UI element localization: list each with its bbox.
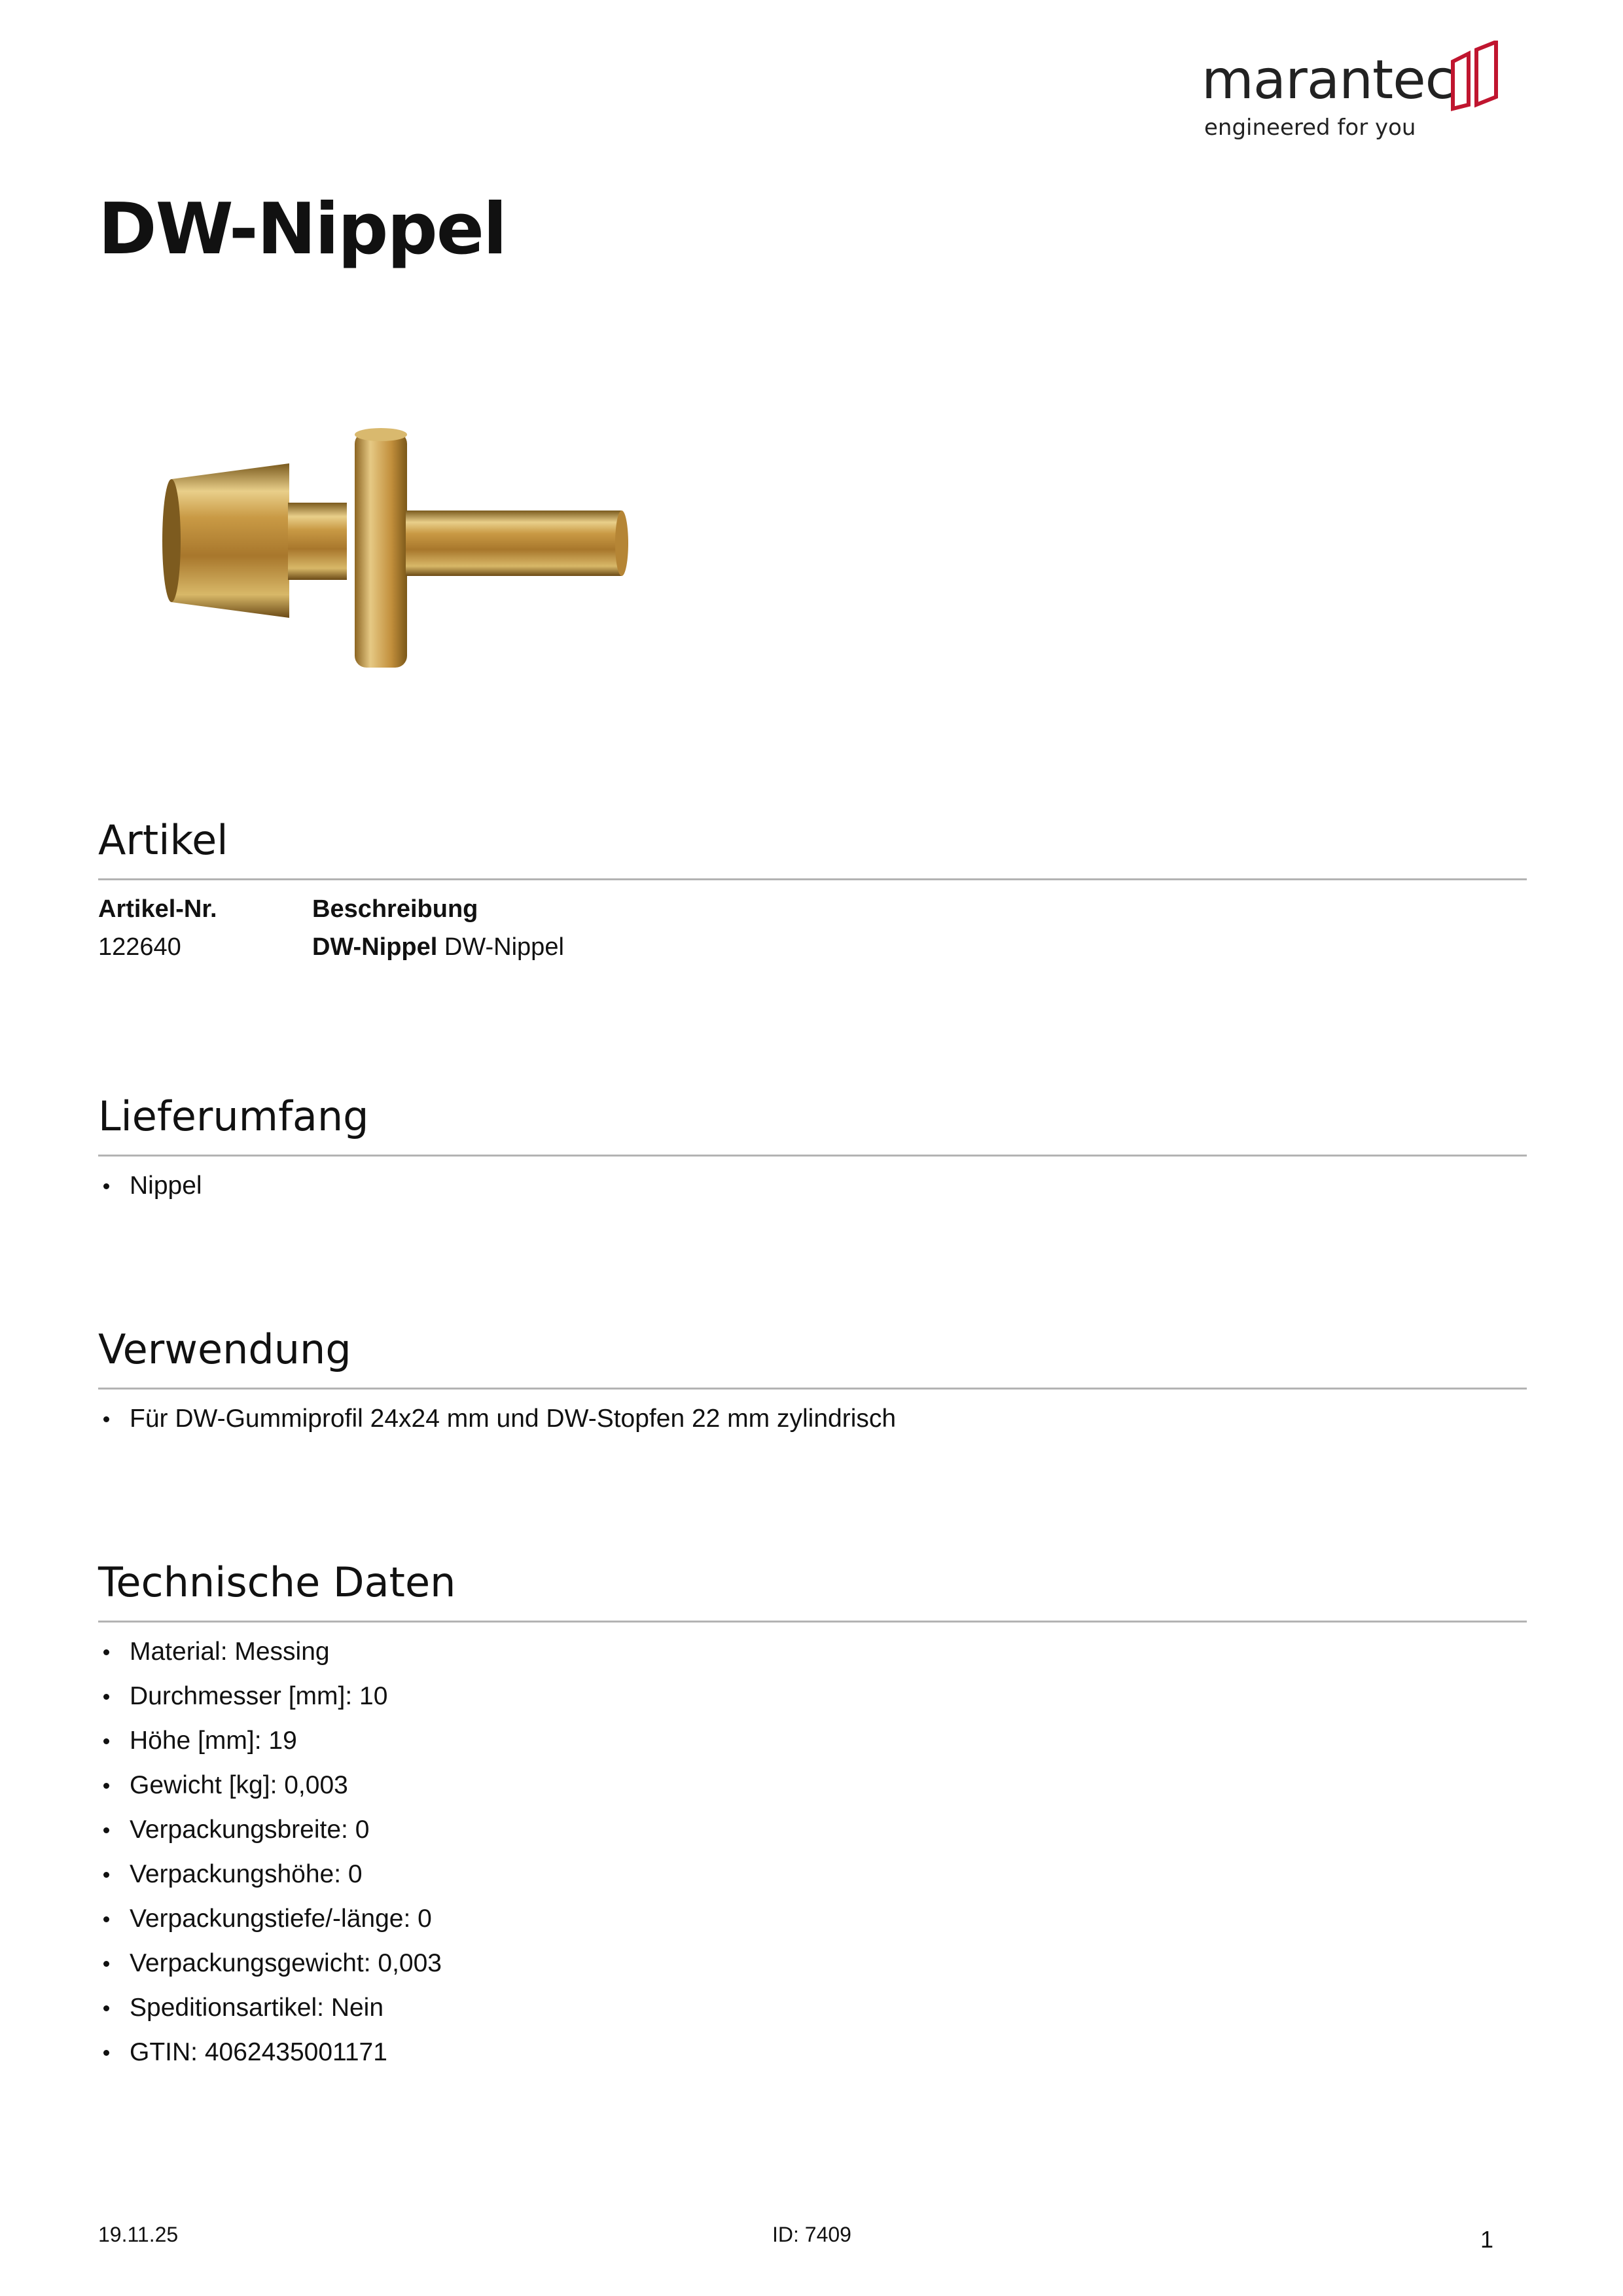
verwendung-list <box>98 1397 896 1441</box>
divider <box>98 1155 1527 1157</box>
footer-id: ID: 7409 <box>772 2223 851 2246</box>
divider <box>98 1388 1527 1390</box>
section-title-artikel: Artikel <box>98 816 228 864</box>
article-description <box>312 935 564 960</box>
list-item: Für DW-Gummiprofil 24x24 mm und DW-Stopfen 22 mm zylindrisch <box>98 1397 896 1441</box>
divider <box>98 1621 1527 1623</box>
list-item: Höhe [mm]: 19 <box>98 1719 442 1763</box>
list-item: Gewicht [kg]: 0,003 <box>98 1763 442 1808</box>
list-item: Verpackungstiefe/-länge: 0 <box>98 1897 442 1941</box>
page-title: DW-Nippel <box>98 188 507 270</box>
logo-tagline: engineered for you <box>1204 115 1416 141</box>
list-item: Material: Messing <box>98 1630 442 1674</box>
list-item: Nippel <box>98 1164 202 1208</box>
footer-page-number: 1 <box>1480 2226 1494 2253</box>
list-item: Durchmesser [mm]: 10 <box>98 1674 442 1719</box>
list-item: Speditionsartikel: Nein <box>98 1986 442 2030</box>
marantec-logo <box>1202 41 1503 152</box>
lieferumfang-list <box>98 1164 202 1208</box>
column-header-beschreibung: Beschreibung <box>312 895 478 923</box>
footer-date: 19.11.25 <box>98 2223 179 2246</box>
section-title-lieferumfang: Lieferumfang <box>98 1092 369 1140</box>
list-item: Verpackungsgewicht: 0,003 <box>98 1941 442 1986</box>
logo-mark-icon <box>1449 41 1501 113</box>
list-item: Verpackungshöhe: 0 <box>98 1852 442 1897</box>
section-title-technische-daten: Technische Daten <box>98 1558 456 1606</box>
list-item: GTIN: 4062435001171 <box>98 2030 442 2075</box>
logo-wordmark: marantec <box>1202 49 1454 111</box>
article-description-name: DW-Nippel <box>312 933 438 961</box>
brass-nipple-image <box>98 393 687 733</box>
list-item: Verpackungsbreite: 0 <box>98 1808 442 1852</box>
column-header-artikel-nr: Artikel-Nr. <box>98 895 217 923</box>
section-title-verwendung: Verwendung <box>98 1325 351 1373</box>
article-description-text: DW-Nippel <box>444 933 564 961</box>
technische-daten-list <box>98 1630 442 2075</box>
article-number: 122640 <box>98 933 181 961</box>
divider <box>98 878 1527 880</box>
